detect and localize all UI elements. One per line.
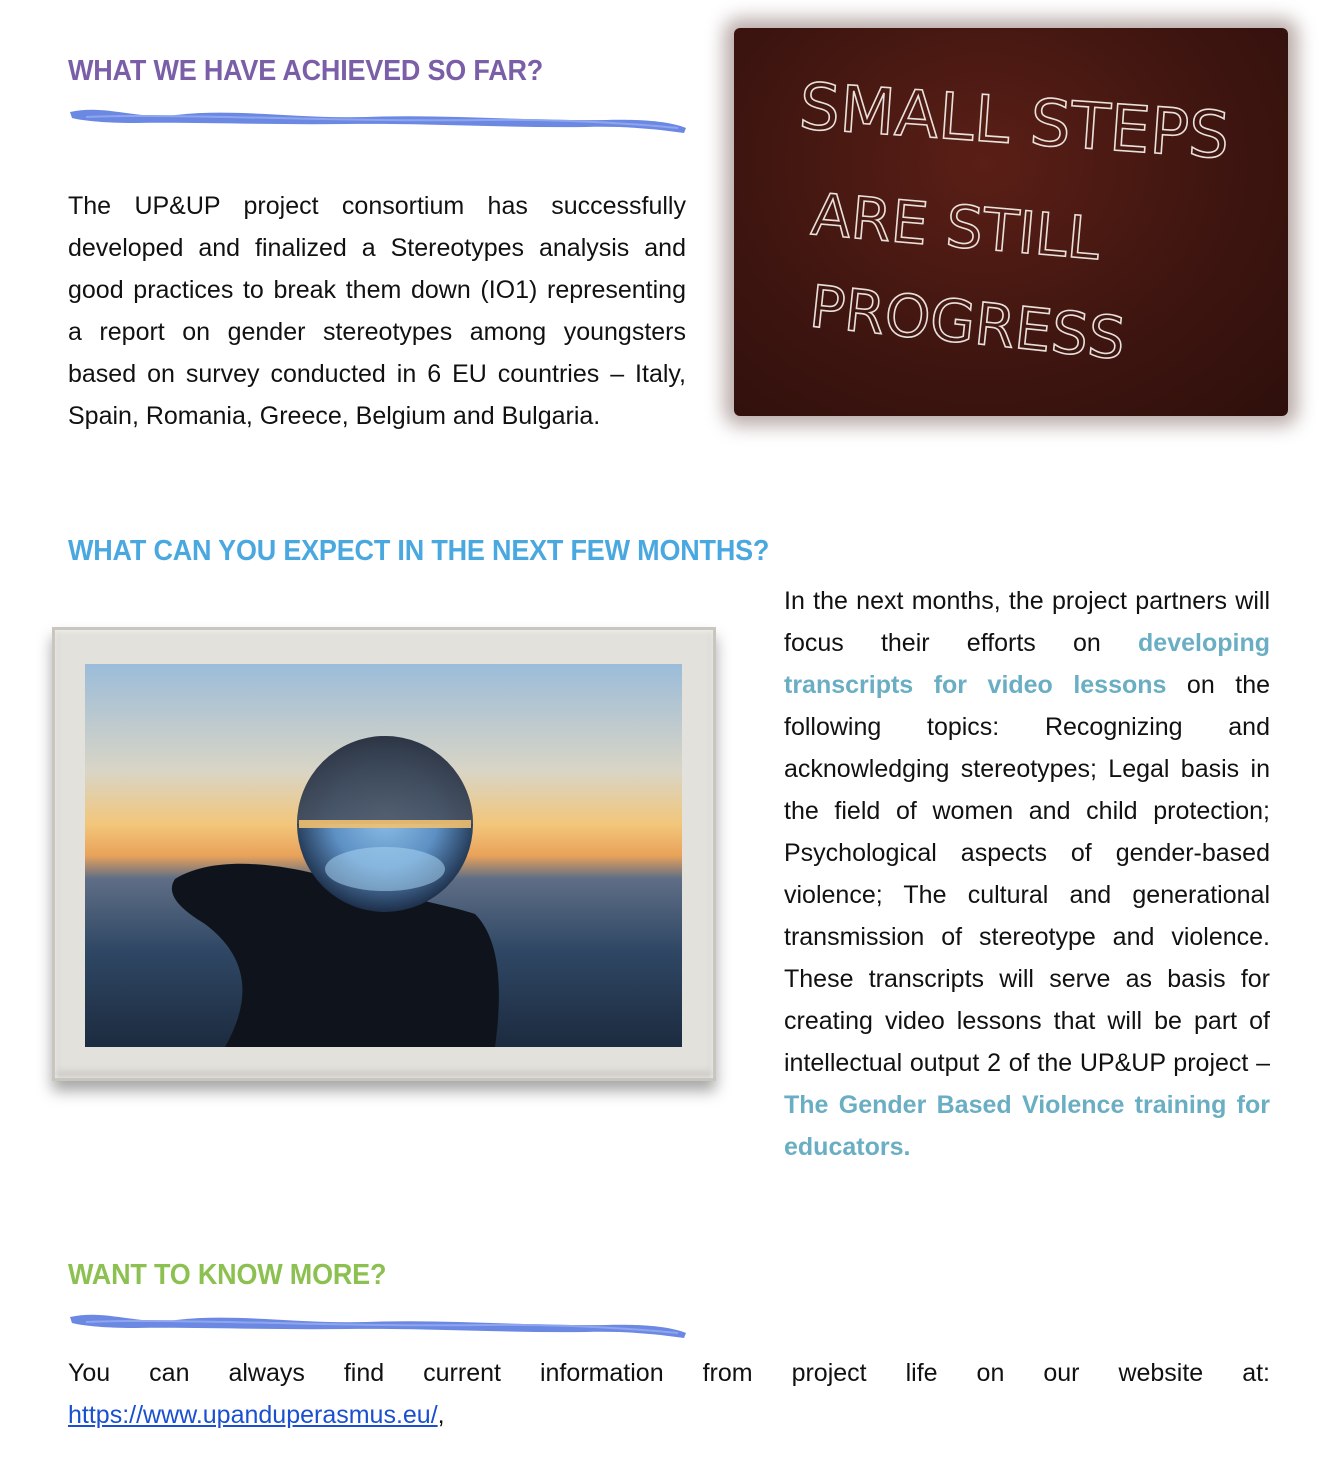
website-link[interactable]: https://www.upanduperasmus.eu/ bbox=[68, 1401, 438, 1429]
chalk-line-2: ARE STILL bbox=[808, 180, 1103, 274]
achievements-paragraph: The UP&UP project consortium has successfully developed and finalized a Stereotypes analysis and good practices to break them down (IO1) representing a report on gender stereotypes among youngsters based on survey conducted in 6 EU countries – Italy, Spain, Romania, Greece, Belgium and Bulgaria. bbox=[68, 192, 686, 430]
section-heading-expect: WHAT CAN YOU EXPECT IN THE NEXT FEW MONTHS? bbox=[68, 535, 770, 567]
brush-stroke-divider bbox=[66, 102, 690, 138]
know-more-paragraph: You can always find current information from project life on our website at: bbox=[68, 1359, 1270, 1387]
brush-stroke-divider-2 bbox=[66, 1307, 690, 1343]
crystal-ball-photo-frame bbox=[52, 627, 716, 1081]
small-steps-chalkboard-image bbox=[734, 28, 1288, 416]
website-trailing-comma: , bbox=[437, 1401, 445, 1429]
next-months-intro: In the next months, the project partners will focus their efforts on bbox=[784, 587, 1270, 657]
website-line bbox=[68, 1394, 1270, 1436]
crystal-ball-sunset-image bbox=[85, 664, 682, 1047]
section-heading-know-more: WANT TO KNOW MORE? bbox=[68, 1259, 387, 1291]
chalk-line-1: SMALL STEPS bbox=[796, 70, 1232, 175]
next-months-paragraph bbox=[784, 580, 1270, 1168]
highlight-gbv-training: The Gender Based Violence training for educators. bbox=[784, 1091, 1270, 1161]
chalk-line-3: PROGRESS bbox=[806, 272, 1129, 374]
next-months-middle: on the following topics: Recognizing and acknowledging stereotypes; Legal basis in the field of women and child protection; Psychological aspects of gender-based violence; The cultural and generational transmission of stereotype and violence. These transcripts will serve as basis for creating video lessons that will be part of intellectual output 2 of the UP&UP project – bbox=[784, 671, 1270, 1077]
section-heading-achieved: WHAT WE HAVE ACHIEVED SO FAR? bbox=[68, 55, 544, 87]
highlight-transcripts: developing transcripts for video lessons bbox=[784, 629, 1270, 699]
